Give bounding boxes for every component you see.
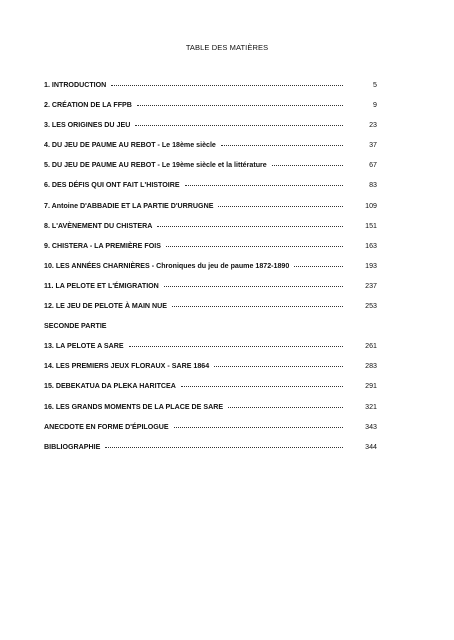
toc-entry[interactable] xyxy=(44,161,377,181)
dot-leader xyxy=(214,366,343,367)
toc-entry-label: 4. DU JEU DE PAUME AU REBOT - Le 18ème siècle xyxy=(44,141,216,150)
toc-entry-label: 14. LES PREMIERS JEUX FLORAUX - SARE 1864 xyxy=(44,362,210,371)
toc-entry[interactable] xyxy=(44,443,377,463)
toc-entry[interactable] xyxy=(44,262,377,282)
toc-entry[interactable] xyxy=(44,382,377,402)
dot-leader xyxy=(181,386,343,387)
dot-leader xyxy=(111,85,343,86)
toc-entry-page: 321 xyxy=(365,402,377,411)
dot-leader xyxy=(129,346,343,347)
toc-entry-label: BIBLIOGRAPHIE xyxy=(44,442,101,451)
toc-entry-page: 163 xyxy=(365,241,377,250)
toc-entry-page: 23 xyxy=(369,121,377,130)
toc-entry-label: 7. Antoine D'ABBADIE ET LA PARTIE D'URRUGNE xyxy=(44,201,214,210)
toc-entry[interactable] xyxy=(44,302,377,322)
toc-entry-page: 37 xyxy=(369,141,377,150)
toc-entry-page: 237 xyxy=(365,281,377,290)
toc-entry[interactable] xyxy=(44,202,377,222)
dot-leader xyxy=(174,427,343,428)
toc-entry-label: 3. LES ORIGINES DU JEU xyxy=(44,121,131,130)
dot-leader xyxy=(137,105,343,106)
toc-entry[interactable] xyxy=(44,342,377,362)
toc-entry-page: 109 xyxy=(365,201,377,210)
toc-entry-label: 13. LA PELOTE A SARE xyxy=(44,342,124,351)
toc-entry-page: 151 xyxy=(365,221,377,230)
toc-entry-page: 344 xyxy=(365,442,377,451)
toc-entry-page: 5 xyxy=(373,81,377,89)
toc-entry-label: ANECDOTE EN FORME D'ÉPILOGUE xyxy=(44,422,169,431)
toc-entry-page: 67 xyxy=(369,161,377,170)
dot-leader xyxy=(166,246,343,247)
toc-entry-label: 12. LE JEU DE PELOTE À MAIN NUE xyxy=(44,302,167,311)
dot-leader xyxy=(105,447,343,448)
section-heading xyxy=(44,322,377,342)
toc-entry[interactable] xyxy=(44,222,377,242)
toc-entry-page: 193 xyxy=(365,261,377,270)
dot-leader xyxy=(157,226,343,227)
toc-entry-label: 10. LES ANNÉES CHARNIÈRES - Chroniques du jeu de paume 1872-1890 xyxy=(44,261,290,270)
section-heading-label: SECONDE PARTIE xyxy=(44,322,107,331)
toc-entry-page: 261 xyxy=(365,342,377,351)
dot-leader xyxy=(172,306,343,307)
toc-entry[interactable] xyxy=(44,362,377,382)
toc-entry[interactable] xyxy=(44,81,377,101)
toc-entry[interactable] xyxy=(44,141,377,161)
dot-leader xyxy=(228,407,343,408)
page-title: TABLE DES MATIÈRES xyxy=(185,43,269,52)
toc-entry-page: 343 xyxy=(365,422,377,431)
toc-entry[interactable] xyxy=(44,121,377,141)
toc-entry-label: 15. DEBEKATUA DA PLEKA HARITCEA xyxy=(44,382,176,391)
toc-entry-label: 1. INTRODUCTION xyxy=(44,81,107,89)
toc-entry-page: 83 xyxy=(369,181,377,190)
dot-leader xyxy=(135,125,343,126)
toc-entry-page: 283 xyxy=(365,362,377,371)
toc-entry-page: 291 xyxy=(365,382,377,391)
toc-entry[interactable] xyxy=(44,403,377,423)
toc-entry-label: 2. CRÉATION DE LA FFPB xyxy=(44,101,132,110)
toc-entry-label: 8. L'AVÈNEMENT DU CHISTERA xyxy=(44,221,153,230)
toc-entry[interactable] xyxy=(44,423,377,443)
toc-entry-label: 16. LES GRANDS MOMENTS DE LA PLACE DE SARE xyxy=(44,402,224,411)
dot-leader xyxy=(294,266,343,267)
dot-leader xyxy=(221,145,343,146)
toc-entry[interactable] xyxy=(44,242,377,262)
table-of-contents xyxy=(44,81,377,463)
toc-entry-page: 9 xyxy=(373,101,377,110)
toc-entry-page: 253 xyxy=(365,302,377,311)
toc-entry-label: 6. DES DÉFIS QUI ONT FAIT L'HISTOIRE xyxy=(44,181,180,190)
dot-leader xyxy=(185,185,343,186)
dot-leader xyxy=(272,165,343,166)
dot-leader xyxy=(218,206,343,207)
toc-entry-label: 9. CHISTERA - LA PREMIÈRE FOIS xyxy=(44,241,161,250)
dot-leader xyxy=(164,286,343,287)
toc-entry[interactable] xyxy=(44,282,377,302)
toc-entry-label: 11. LA PELOTE ET L'ÉMIGRATION xyxy=(44,281,159,290)
toc-entry[interactable] xyxy=(44,101,377,121)
toc-entry[interactable] xyxy=(44,181,377,201)
toc-entry-label: 5. DU JEU DE PAUME AU REBOT - Le 19ème siècle et la littérature xyxy=(44,161,267,170)
